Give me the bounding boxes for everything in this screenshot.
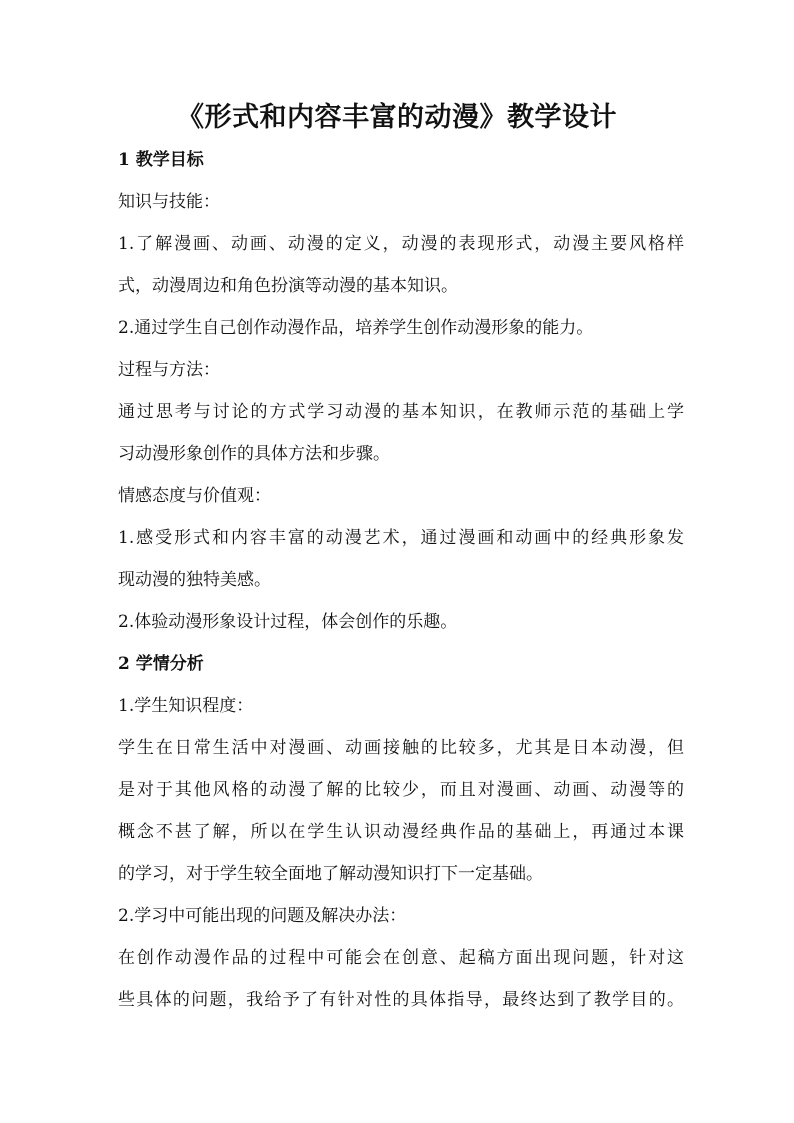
paragraph-line: 通过思考与讨论的方式学习动漫的基本知识，在教师示范的基础上学 [118, 402, 684, 422]
paragraph-line: 2.通过学生自己创作动漫作品，培养学生创作动漫形象的能力。 [118, 318, 594, 338]
section-heading-teaching-goals: 1 教学目标 [118, 150, 204, 170]
section-heading-student-analysis: 2 学情分析 [118, 654, 204, 674]
paragraph-line: 2.体验动漫形象设计过程，体会创作的乐趣。 [118, 612, 458, 632]
subheading-process-method: 过程与方法： [118, 360, 220, 380]
document-title: 《形式和内容丰富的动漫》教学设计 [177, 102, 617, 133]
paragraph-line: 现动漫的独特美感。 [118, 570, 271, 590]
paragraph-line: 习动漫形象创作的具体方法和步骤。 [118, 444, 390, 464]
paragraph-line: 在创作动漫作品的过程中可能会在创意、起稿方面出现问题，针对这 [118, 948, 684, 968]
paragraph-line: 概念不甚了解，所以在学生认识动漫经典作品的基础上，再通过本课 [118, 822, 684, 842]
paragraph-line: 学生在日常生活中对漫画、动画接触的比较多，尤其是日本动漫，但 [118, 738, 684, 758]
paragraph-line: 是对于其他风格的动漫了解的比较少，而且对漫画、动画、动漫等的 [118, 780, 684, 800]
paragraph-line: 的学习，对于学生较全面地了解动漫知识打下一定基础。 [118, 864, 543, 884]
paragraph-line: 1.感受形式和内容丰富的动漫艺术，通过漫画和动画中的经典形象发 [118, 528, 684, 548]
paragraph-line: 1.了解漫画、动画、动漫的定义，动漫的表现形式，动漫主要风格样 [118, 234, 684, 254]
subheading-problems-solutions: 2.学习中可能出现的问题及解决办法： [118, 906, 407, 926]
subheading-student-knowledge: 1.学生知识程度： [118, 696, 254, 716]
paragraph-line: 式，动漫周边和角色扮演等动漫的基本知识。 [118, 276, 458, 296]
paragraph-line: 些具体的问题，我给予了有针对性的具体指导，最终达到了教学目的。 [118, 990, 684, 1010]
subheading-knowledge-skills: 知识与技能： [118, 192, 220, 212]
subheading-emotion-values: 情感态度与价值观： [118, 486, 271, 506]
